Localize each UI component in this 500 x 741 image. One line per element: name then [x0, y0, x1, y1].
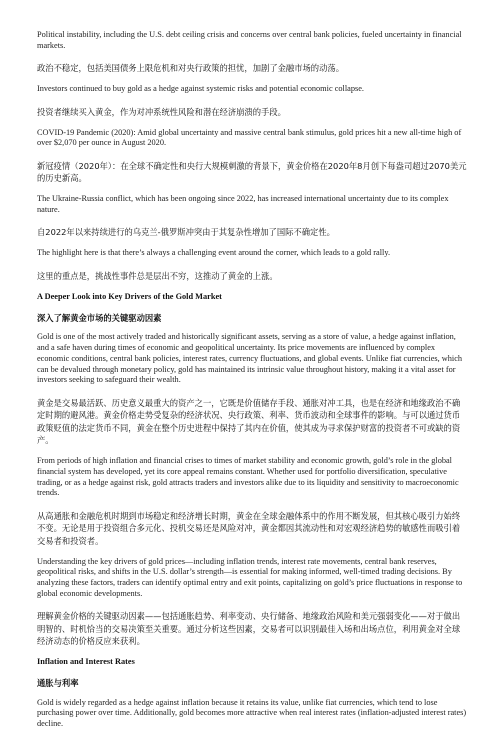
paragraph-zh-investors-buy-gold: 投资者继续买入黄金，作为对冲系统性风险和潜在经济崩溃的手段。	[37, 106, 286, 117]
paragraph-en-investors-buy-gold: Investors continued to buy gold as a hedge against systemic risks and potential economic collapse.	[37, 84, 364, 94]
paragraph-zh-political-instability: 政治不稳定，包括美国债务上限危机和对央行政策的担忧，加剧了金融市场的动荡。	[37, 63, 344, 74]
paragraph-en-ukraine-russia: The Ukraine-Russia conflict, which has been ongoing since 2022, has increased international uncertainty due to its complex nature.	[37, 194, 449, 214]
heading-en-key-drivers: A Deeper Look into Key Drivers of the Gold Market	[37, 291, 222, 301]
document-page	[37, 30, 467, 741]
paragraph-en-inflation-hedge: Gold is widely regarded as a hedge against inflation because it retains its value, unlike fiat currencies, which tend to lose purchasing power over time. Additionally, gold becomes more attractive when real interest rates (inflation-adjusted interest rates) decline.	[37, 697, 467, 729]
paragraph-en-highlight: The highlight here is that there’s always a challenging event around the corner, which leads to a gold rally.	[37, 248, 391, 258]
paragraph-zh-ukraine-russia: 自2022年以来持续进行的乌克兰-俄罗斯冲突由于其复杂性增加了国际不确定性。	[37, 227, 335, 238]
heading-zh-key-drivers: 深入了解黄金市场的关键驱动因素	[37, 312, 162, 323]
paragraph-zh-gold-overview: 黄金是交易最活跃、历史意义最重大的资产之一，它既是价值储存手段、通胀对冲工具，也是在经济和地缘政治不确定时期的避风港。黄金价格走势受复杂的经济状况、央行政策、利率、货币波动和全球事件的影响。与可以通过货币政策贬值的法定货币不同，黄金在整个历史进程中保持了其内在价值，使其成为寻求保护财富的投资者不可或缺的资产。	[37, 397, 461, 445]
paragraph-en-gold-role: From periods of high inflation and financial crises to times of market stability and economic growth, gold’s role in the global financial system has developed, yet its core appeal remains constant. Whether used for portfolio diversification, speculative trading, or as a hedge against risk, gold attracts traders and investors alike due to its liquidity and sensitivity to macroeconomic trends.	[37, 455, 459, 498]
paragraph-en-covid-pandemic: COVID-19 Pandemic (2020): Amid global uncertainty and massive central bank stimulus, gold prices hit a new all-time high of over $2,070 per ounce in August 2020.	[37, 127, 462, 148]
paragraph-zh-covid-pandemic: 新冠疫情（2020年）：在全球不确定性和央行大规模刺激的背景下，黄金价格在2020年8月创下每盎司超过2070美元的历史新高。	[37, 160, 467, 184]
heading-zh-inflation-interest: 通胀与利率	[37, 677, 79, 688]
paragraph-en-understanding-drivers: Understanding the key drivers of gold prices—including inflation trends, interest rate movements, central bank reserves, geopolitical risks, and shifts in the U.S. dollar’s strength—is essential for making informed, well-timed trading decisions. By analyzing these factors, traders can identify optimal entry and exit points, capitalizing on gold’s price fluctuations in response to global economic developments.	[37, 556, 463, 598]
paragraph-zh-understanding-drivers: 理解黄金价格的关键驱动因素——包括通胀趋势、利率变动、央行储备、地缘政治风险和美元强弱变化——对于做出明智的、时机恰当的交易决策至关重要。通过分析这些因素，交易者可以识别最佳入场和出场点位，利用黄金对全球经济动态的价格反应来获利。	[37, 611, 461, 647]
paragraph-en-political-instability: Political instability, including the U.S. debt ceiling crisis and concerns over central bank policies, fueled uncertainty in financial markets.	[37, 30, 462, 50]
heading-en-inflation-interest: Inflation and Interest Rates	[37, 657, 135, 667]
paragraph-zh-gold-role: 从高通胀和金融危机时期到市场稳定和经济增长时期，黄金在全球金融体系中的作用不断发展，但其核心吸引力始终不变。无论是用于投资组合多元化、投机交易还是风险对冲，黄金都因其流动性和对宏观经济趋势的敏感性而吸引着交易者和投资者。	[37, 510, 461, 546]
paragraph-zh-highlight: 这里的重点是，挑战性事件总是层出不穷，这推动了黄金的上涨。	[37, 270, 278, 281]
paragraph-en-gold-overview: Gold is one of the most actively traded and historically significant assets, serving as a store of value, a hedge against inflation, and a safe haven during times of economic and geopolitical uncertainty. Its price movements are influenced by complex economic conditions, central bank policies, interest rates, currency fluctuations, and global events. Unlike fiat currencies, which can be devalued through monetary policy, gold has maintained its intrinsic value throughout history, making it a vital asset for investors seeking to safeguard their wealth.	[37, 332, 463, 385]
